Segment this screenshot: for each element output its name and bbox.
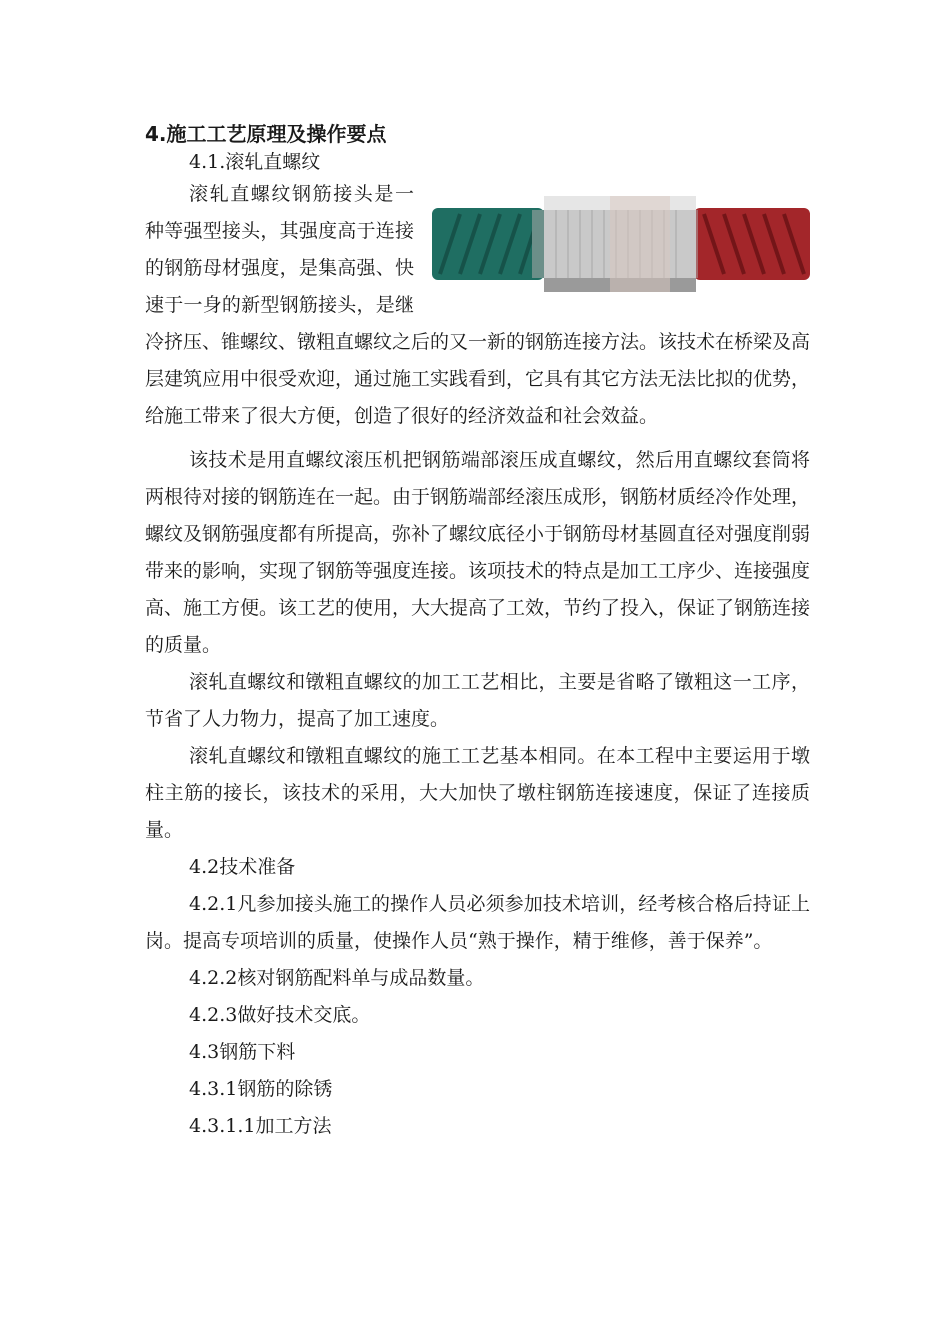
item-4-2-1: 4.2.1凡参加接头施工的操作人员必须参加技术培训，经考核合格后持证上岗。提高专项培训的质量，使操作人员“熟于操作，精于维修，善于保养”。 [145, 893, 810, 952]
item-4-2-3: 4.2.3做好技术交底。 [189, 1004, 371, 1026]
paragraph-intro: 滚轧直螺纹钢筋接头是一种等强型接头，其强度高于连接的钢筋母材强度，是集高强、快速于一身的新型钢筋接头，是继冷挤压、锥螺纹、镦粗直螺纹之后的又一新的钢筋连接方法。该技术在桥梁及高层建筑应用中很受欢迎，通过施工实践看到，它具有其它方法无法比拟的优势，给施工带来了很大方便，创造了很好的经济效益和社会效益。 [145, 183, 811, 427]
paragraph-technique: 该技术是用直螺纹滚压机把钢筋端部滚压成直螺纹，然后用直螺纹套筒将两根待对接的钢筋连在一起。由于钢筋端部经滚压成形，钢筋材质经冷作处理，螺纹及钢筋强度都有所提高，弥补了螺纹底径小于钢筋母材基圆直径对强度削弱带来的影响，实现了钢筋等强度连接。该项技术的特点是加工工序少、连接强度高、施工方便。该工艺的使用，大大提高了工效，节约了投入，保证了钢筋连接的质量。 [145, 449, 811, 656]
section-4-3: 4.3钢筋下料 [189, 1041, 296, 1063]
document-page [145, 120, 810, 1145]
section-heading: 4.施工工艺原理及操作要点 [145, 122, 387, 146]
subsection-heading: 4.1.滚轧直螺纹 [189, 151, 321, 173]
item-4-3-1-1: 4.3.1.1加工方法 [189, 1115, 332, 1137]
section-4-2: 4.2技术准备 [189, 856, 296, 878]
paragraph-comparison: 滚轧直螺纹和镦粗直螺纹的加工工艺相比，主要是省略了镦粗这一工序，节省了人力物力，提高了加工速度。 [145, 671, 810, 730]
item-4-2-2: 4.2.2核对钢筋配料单与成品数量。 [189, 967, 485, 989]
item-4-3-1: 4.3.1钢筋的除锈 [189, 1078, 333, 1100]
paragraph-application: 滚轧直螺纹和镦粗直螺纹的施工工艺基本相同。在本工程中主要运用于墩柱主筋的接长，该技术的采用，大大加快了墩柱钢筋连接速度，保证了连接质量。 [145, 745, 810, 841]
rebar-coupler-photo [432, 184, 810, 306]
